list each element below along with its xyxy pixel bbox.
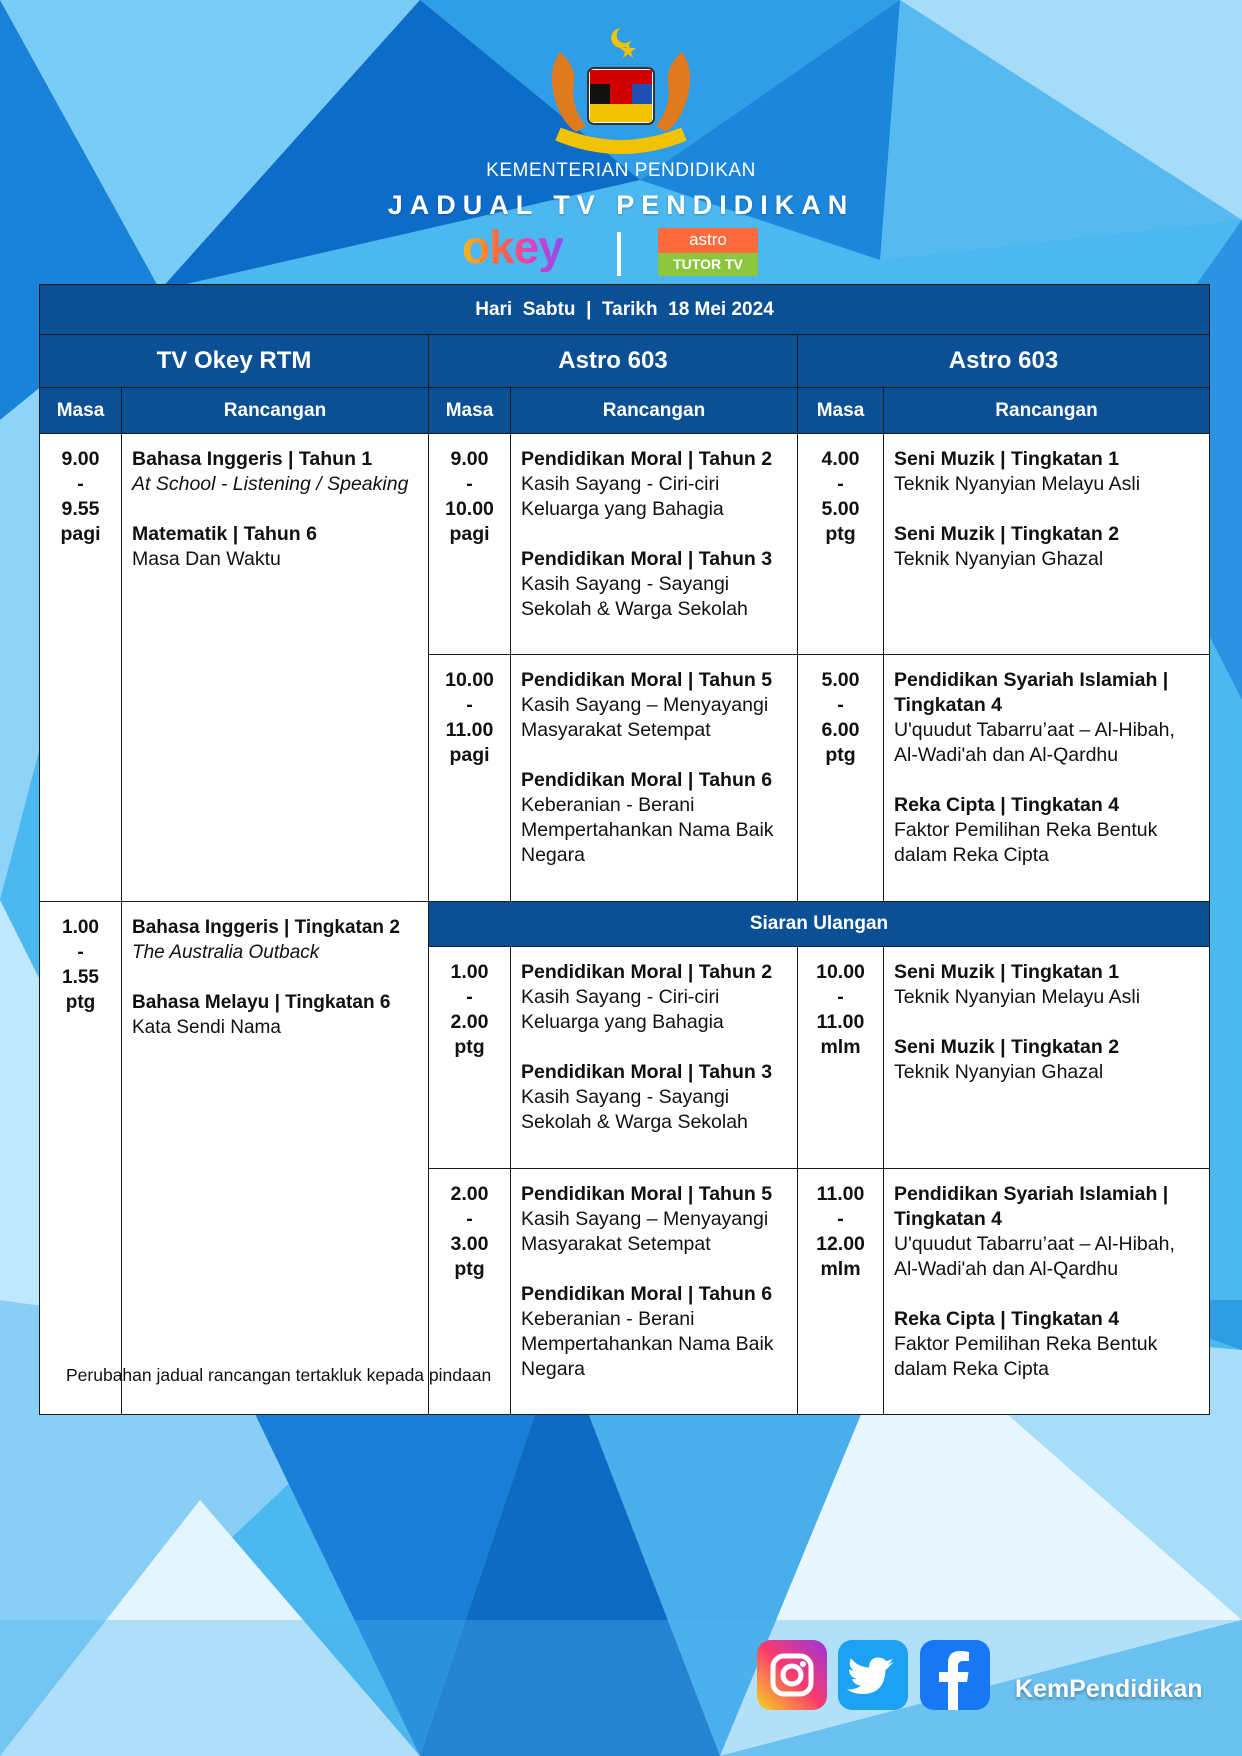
program-title: Seni Muzik | Tingkatan 1 <box>894 448 1120 470</box>
col-rancangan: Rancangan <box>511 388 798 434</box>
program-topic: Kasih Sayang – Menyayangi Masyarakat Setempat <box>521 1208 769 1255</box>
program-topic: At School - Listening / Speaking <box>132 473 409 495</box>
program-topic: Kasih Sayang - Ciri-ciri Keluarga yang Bahagia <box>521 986 724 1033</box>
twitter-icon[interactable] <box>838 1640 908 1710</box>
channel-astro-603-b: Astro 603 <box>798 335 1210 388</box>
program-title: Pendidikan Moral | Tahun 2 <box>521 448 773 470</box>
program-topic: Keberanian - Berani Mempertahankan Nama Baik Negara <box>521 794 774 866</box>
program-topic: Masa Dan Waktu <box>132 548 281 570</box>
time-cell: 4.00 - 5.00 ptg <box>798 434 884 655</box>
program-topic: Teknik Nyanyian Melayu Asli <box>894 986 1141 1008</box>
program-topic: Kasih Sayang - Sayangi Sekolah & Warga Sekolah <box>521 573 748 620</box>
time-cell: 9.00 - 9.55 pagi <box>40 434 122 902</box>
program-topic: U'quudut Tabarru’aat – Al-Hibah, Al-Wadi'ah dan Al-Qardhu <box>894 719 1175 766</box>
program-title: Seni Muzik | Tingkatan 2 <box>894 523 1120 545</box>
astro-logo-text: astro <box>689 230 727 249</box>
program-title: Pendidikan Syariah Islamiah | Tingkatan 4 <box>894 669 1169 716</box>
rerun-header-row <box>40 902 1210 947</box>
col-masa: Masa <box>40 388 122 434</box>
time-cell: 10.00 - 11.00 mlm <box>798 947 884 1169</box>
coat-of-arms-logo <box>530 22 712 162</box>
program-title: Bahasa Inggeris | Tahun 1 <box>132 448 373 470</box>
instagram-icon[interactable] <box>757 1640 827 1710</box>
program-title: Pendidikan Moral | Tahun 6 <box>521 1283 773 1305</box>
time-cell: 9.00 - 10.00 pagi <box>429 434 511 655</box>
time-cell: 2.00 - 3.00 ptg <box>429 1169 511 1415</box>
program-cell <box>884 655 1210 902</box>
date-row <box>40 285 1210 335</box>
okey-logo: okey <box>462 221 563 273</box>
page-header <box>0 0 1242 285</box>
program-title: Matematik | Tahun 6 <box>132 523 317 545</box>
time-cell: 5.00 - 6.00 ptg <box>798 655 884 902</box>
astro-tutor-tv-logo <box>658 228 758 276</box>
footnote: Perubahan jadual rancangan tertakluk kepada pindaan <box>66 1365 492 1385</box>
col-rancangan: Rancangan <box>884 388 1210 434</box>
ministry-name: KEMENTERIAN PENDIDIKAN <box>486 160 756 181</box>
program-cell <box>884 1169 1210 1415</box>
program-title: Pendidikan Moral | Tahun 6 <box>521 769 773 791</box>
program-title: Pendidikan Moral | Tahun 3 <box>521 548 773 570</box>
date-banner: Hari Sabtu | Tarikh 18 Mei 2024 <box>40 285 1210 335</box>
social-handle[interactable]: KemPendidikan <box>1015 1675 1203 1703</box>
program-topic: U'quudut Tabarru’aat – Al-Hibah, Al-Wadi'ah dan Al-Qardhu <box>894 1233 1175 1280</box>
program-topic: The Australia Outback <box>132 942 320 963</box>
program-title: Bahasa Melayu | Tingkatan 6 <box>132 992 391 1013</box>
program-cell <box>884 434 1210 655</box>
program-cell <box>884 947 1210 1169</box>
program-title: Pendidikan Syariah Islamiah | Tingkatan 4 <box>894 1183 1169 1230</box>
program-topic: Keberanian - Berani Mempertahankan Nama Baik Negara <box>521 1308 774 1380</box>
program-topic: Teknik Nyanyian Melayu Asli <box>894 473 1141 495</box>
program-topic: Kasih Sayang - Sayangi Sekolah & Warga Sekolah <box>521 1086 748 1133</box>
col-masa: Masa <box>429 388 511 434</box>
channel-tv-okey: TV Okey RTM <box>40 335 429 388</box>
program-cell <box>122 434 429 902</box>
program-title: Seni Muzik | Tingkatan 1 <box>894 961 1120 983</box>
column-header-row <box>40 388 1210 434</box>
siaran-ulangan-banner: Siaran Ulangan <box>429 902 1210 947</box>
channel-astro-603-a: Astro 603 <box>429 335 798 388</box>
program-topic: Teknik Nyanyian Ghazal <box>894 1061 1104 1083</box>
program-cell <box>511 655 798 902</box>
program-cell <box>511 947 798 1169</box>
program-title: Reka Cipta | Tingkatan 4 <box>894 794 1120 816</box>
page-title: JADUAL TV PENDIDIKAN <box>387 190 855 220</box>
program-cell <box>511 1169 798 1415</box>
program-cell <box>511 434 798 655</box>
logo-divider <box>617 232 621 276</box>
table-row <box>40 434 1210 655</box>
schedule-table <box>39 284 1210 1415</box>
col-masa: Masa <box>798 388 884 434</box>
program-topic: Kata Sendi Nama <box>132 1017 281 1038</box>
tutor-tv-logo-text: TUTOR TV <box>673 256 743 272</box>
program-topic: Faktor Pemilihan Reka Bentuk dalam Reka Cipta <box>894 1333 1158 1380</box>
program-topic: Kasih Sayang – Menyayangi Masyarakat Setempat <box>521 694 769 741</box>
program-title: Bahasa Inggeris | Tingkatan 2 <box>132 917 400 938</box>
channel-row <box>40 335 1210 388</box>
program-title: Pendidikan Moral | Tahun 5 <box>521 1183 773 1205</box>
program-title: Pendidikan Moral | Tahun 2 <box>521 961 773 983</box>
program-title: Pendidikan Moral | Tahun 3 <box>521 1061 773 1083</box>
program-topic: Teknik Nyanyian Ghazal <box>894 548 1104 570</box>
facebook-icon[interactable] <box>920 1640 990 1710</box>
program-cell <box>122 902 429 1415</box>
program-topic: Faktor Pemilihan Reka Bentuk dalam Reka Cipta <box>894 819 1158 866</box>
program-title: Seni Muzik | Tingkatan 2 <box>894 1036 1120 1058</box>
program-title: Pendidikan Moral | Tahun 5 <box>521 669 773 691</box>
time-cell: 10.00 - 11.00 pagi <box>429 655 511 902</box>
time-cell: 1.00 - 1.55 ptg <box>40 902 122 1415</box>
col-rancangan: Rancangan <box>122 388 429 434</box>
program-topic: Kasih Sayang - Ciri-ciri Keluarga yang Bahagia <box>521 473 724 520</box>
time-cell: 11.00 - 12.00 mlm <box>798 1169 884 1415</box>
program-title: Reka Cipta | Tingkatan 4 <box>894 1308 1120 1330</box>
time-cell: 1.00 - 2.00 ptg <box>429 947 511 1169</box>
